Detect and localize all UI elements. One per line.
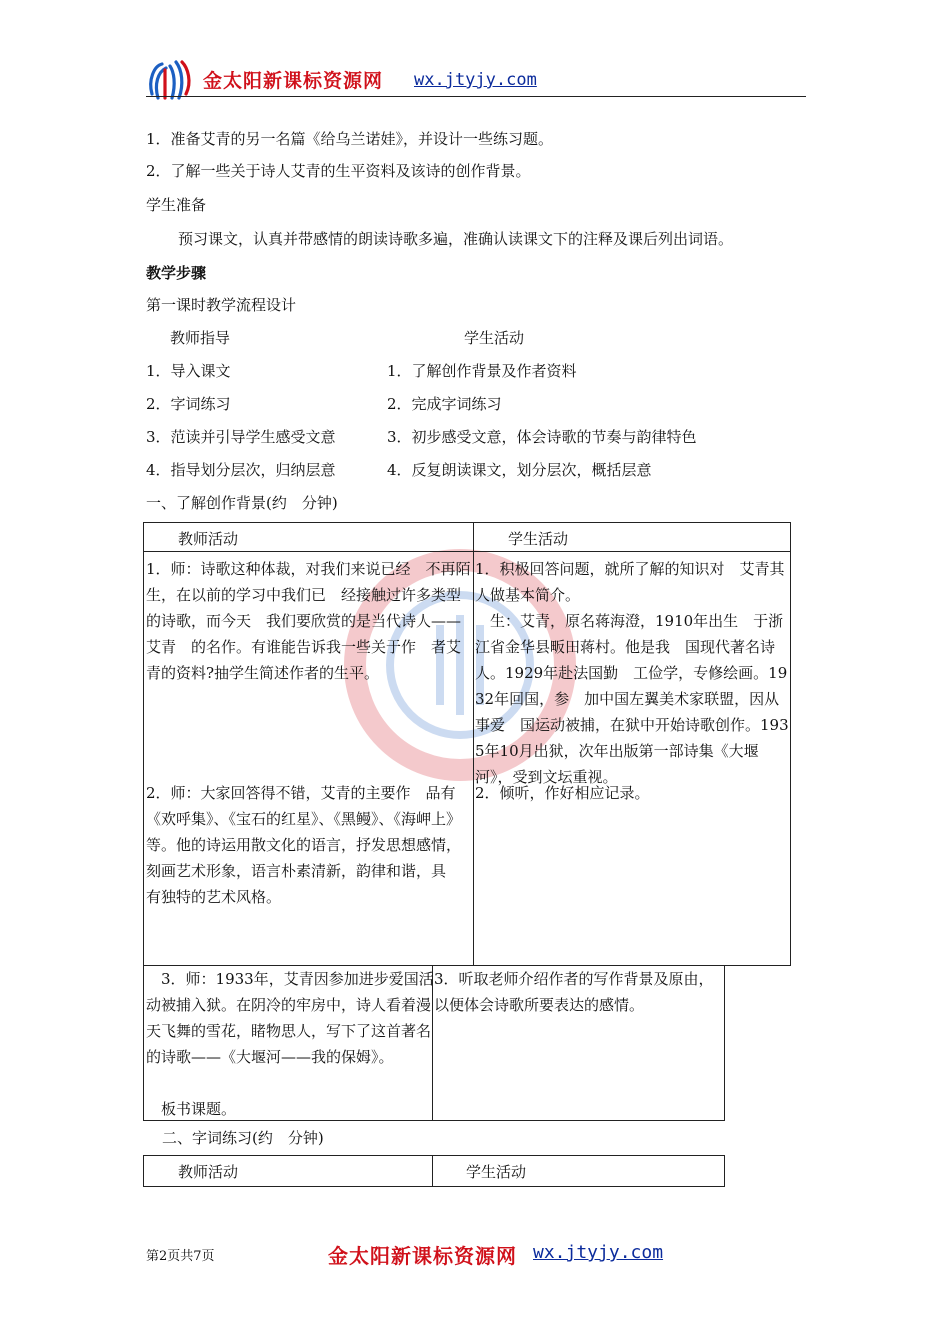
student-prep-text: 预习课文，认真并带感情的朗读诗歌多遍，准确认读课文下的注释及课后列出词语。 bbox=[178, 230, 734, 248]
prep-item-2: 2．了解一些关于诗人艾青的生平资料及该诗的创作背景。 bbox=[146, 162, 531, 180]
table1-head-student: 学生活动 bbox=[508, 530, 569, 548]
table2-head-student: 学生活动 bbox=[466, 1163, 527, 1181]
table1-head-teacher: 教师活动 bbox=[178, 530, 239, 548]
flow-teacher-1: 1．导入课文 bbox=[146, 362, 231, 380]
site-logo bbox=[146, 58, 194, 106]
student-activity-1b: 生：艾青，原名蒋海澄，1910年出生 于浙江省金华县畈田蒋村。他是我 国现代著名诗人。1929年赴法国勤 工俭学，专修绘画。1932年回国，参 加中国左翼美术家联盟，因从事爱 国运动被捕，在狱中开始诗歌创作。1935年10月出狱，次年出版第一部诗集《大堰河》，受到文坛重视。 bbox=[475, 612, 789, 786]
steps-title: 教学步骤 bbox=[146, 264, 207, 282]
student-activity-1a: 1．积极回答问题，就所了解的知识对 艾青其人做基本简介。 bbox=[475, 560, 785, 604]
lesson1-title: 第一课时教学流程设计 bbox=[146, 296, 297, 314]
section1-title: 一、了解创作背景(约 分钟) bbox=[146, 494, 338, 512]
flow-teacher-3: 3．范读并引导学生感受文意 bbox=[146, 428, 336, 446]
flow-student-3: 3．初步感受文意，体会诗歌的节奏与韵律特色 bbox=[387, 428, 697, 446]
student-activity-2: 2．倾听，作好相应记录。 bbox=[475, 784, 650, 802]
footer-brand: 金太阳新课标资源网 bbox=[328, 1244, 517, 1268]
teacher-activity-2: 2．师：大家回答得不错，艾青的主要作 品有《欢呼集》、《宝石的红星》、《黑鳗》、《海岬上》等。他的诗运用散文化的语言，抒发思想感情，刻画艺术形象，语言朴素清新，韵律和谐，具 有独特的艺术风格。 bbox=[146, 784, 462, 906]
header-rule bbox=[146, 96, 806, 97]
student-prep-title: 学生准备 bbox=[146, 196, 207, 214]
teacher-activity-3: 3．师：1933年，艾青因参加进步爱国活动被捕入狱。在阴冷的牢房中，诗人看着漫天飞舞的雪花，睹物思人，写下了这首著名的诗歌——《大堰河——我的保姆》。 bbox=[146, 970, 434, 1066]
table2-divider bbox=[432, 1155, 433, 1187]
section2-title: 二、字词练习(约 分钟) bbox=[162, 1129, 324, 1147]
flow-col-teacher: 教师指导 bbox=[170, 329, 231, 347]
teacher-activity-1: 1．师：诗歌这种体裁，对我们来说已经 不再陌生，在以前的学习中我们已 经接触过许多类型的诗歌，而今天 我们要欣赏的是当代诗人——艾青 的名作。有谁能告诉我一些关于作 者艾青的资料?抽学生简述作者的生平。 bbox=[146, 560, 471, 682]
flow-teacher-2: 2．字词练习 bbox=[146, 395, 231, 413]
prep-item-1: 1．准备艾青的另一名篇《给乌兰诺娃》，并设计一些练习题。 bbox=[146, 130, 554, 148]
flow-student-4: 4．反复朗读课文，划分层次，概括层意 bbox=[387, 461, 652, 479]
header-brand: 金太阳新课标资源网 bbox=[203, 70, 384, 92]
teacher-activity-3b: 板书课题。 bbox=[146, 1100, 237, 1118]
page-number: 第2页共7页 bbox=[146, 1249, 215, 1264]
student-activity-3: 3．听取老师介绍作者的写作背景及原由，以便体会诗歌所要表达的感情。 bbox=[434, 970, 714, 1014]
header-url-link[interactable]: wx.jtyjy.com bbox=[414, 70, 537, 90]
table2-head-teacher: 教师活动 bbox=[178, 1163, 239, 1181]
flow-teacher-4: 4．指导划分层次，归纳层意 bbox=[146, 461, 336, 479]
flow-col-student: 学生活动 bbox=[464, 329, 525, 347]
footer-url-link[interactable]: wx.jtyjy.com bbox=[533, 1242, 664, 1263]
flow-student-2: 2．完成字词练习 bbox=[387, 395, 502, 413]
flow-student-1: 1．了解创作背景及作者资料 bbox=[387, 362, 577, 380]
